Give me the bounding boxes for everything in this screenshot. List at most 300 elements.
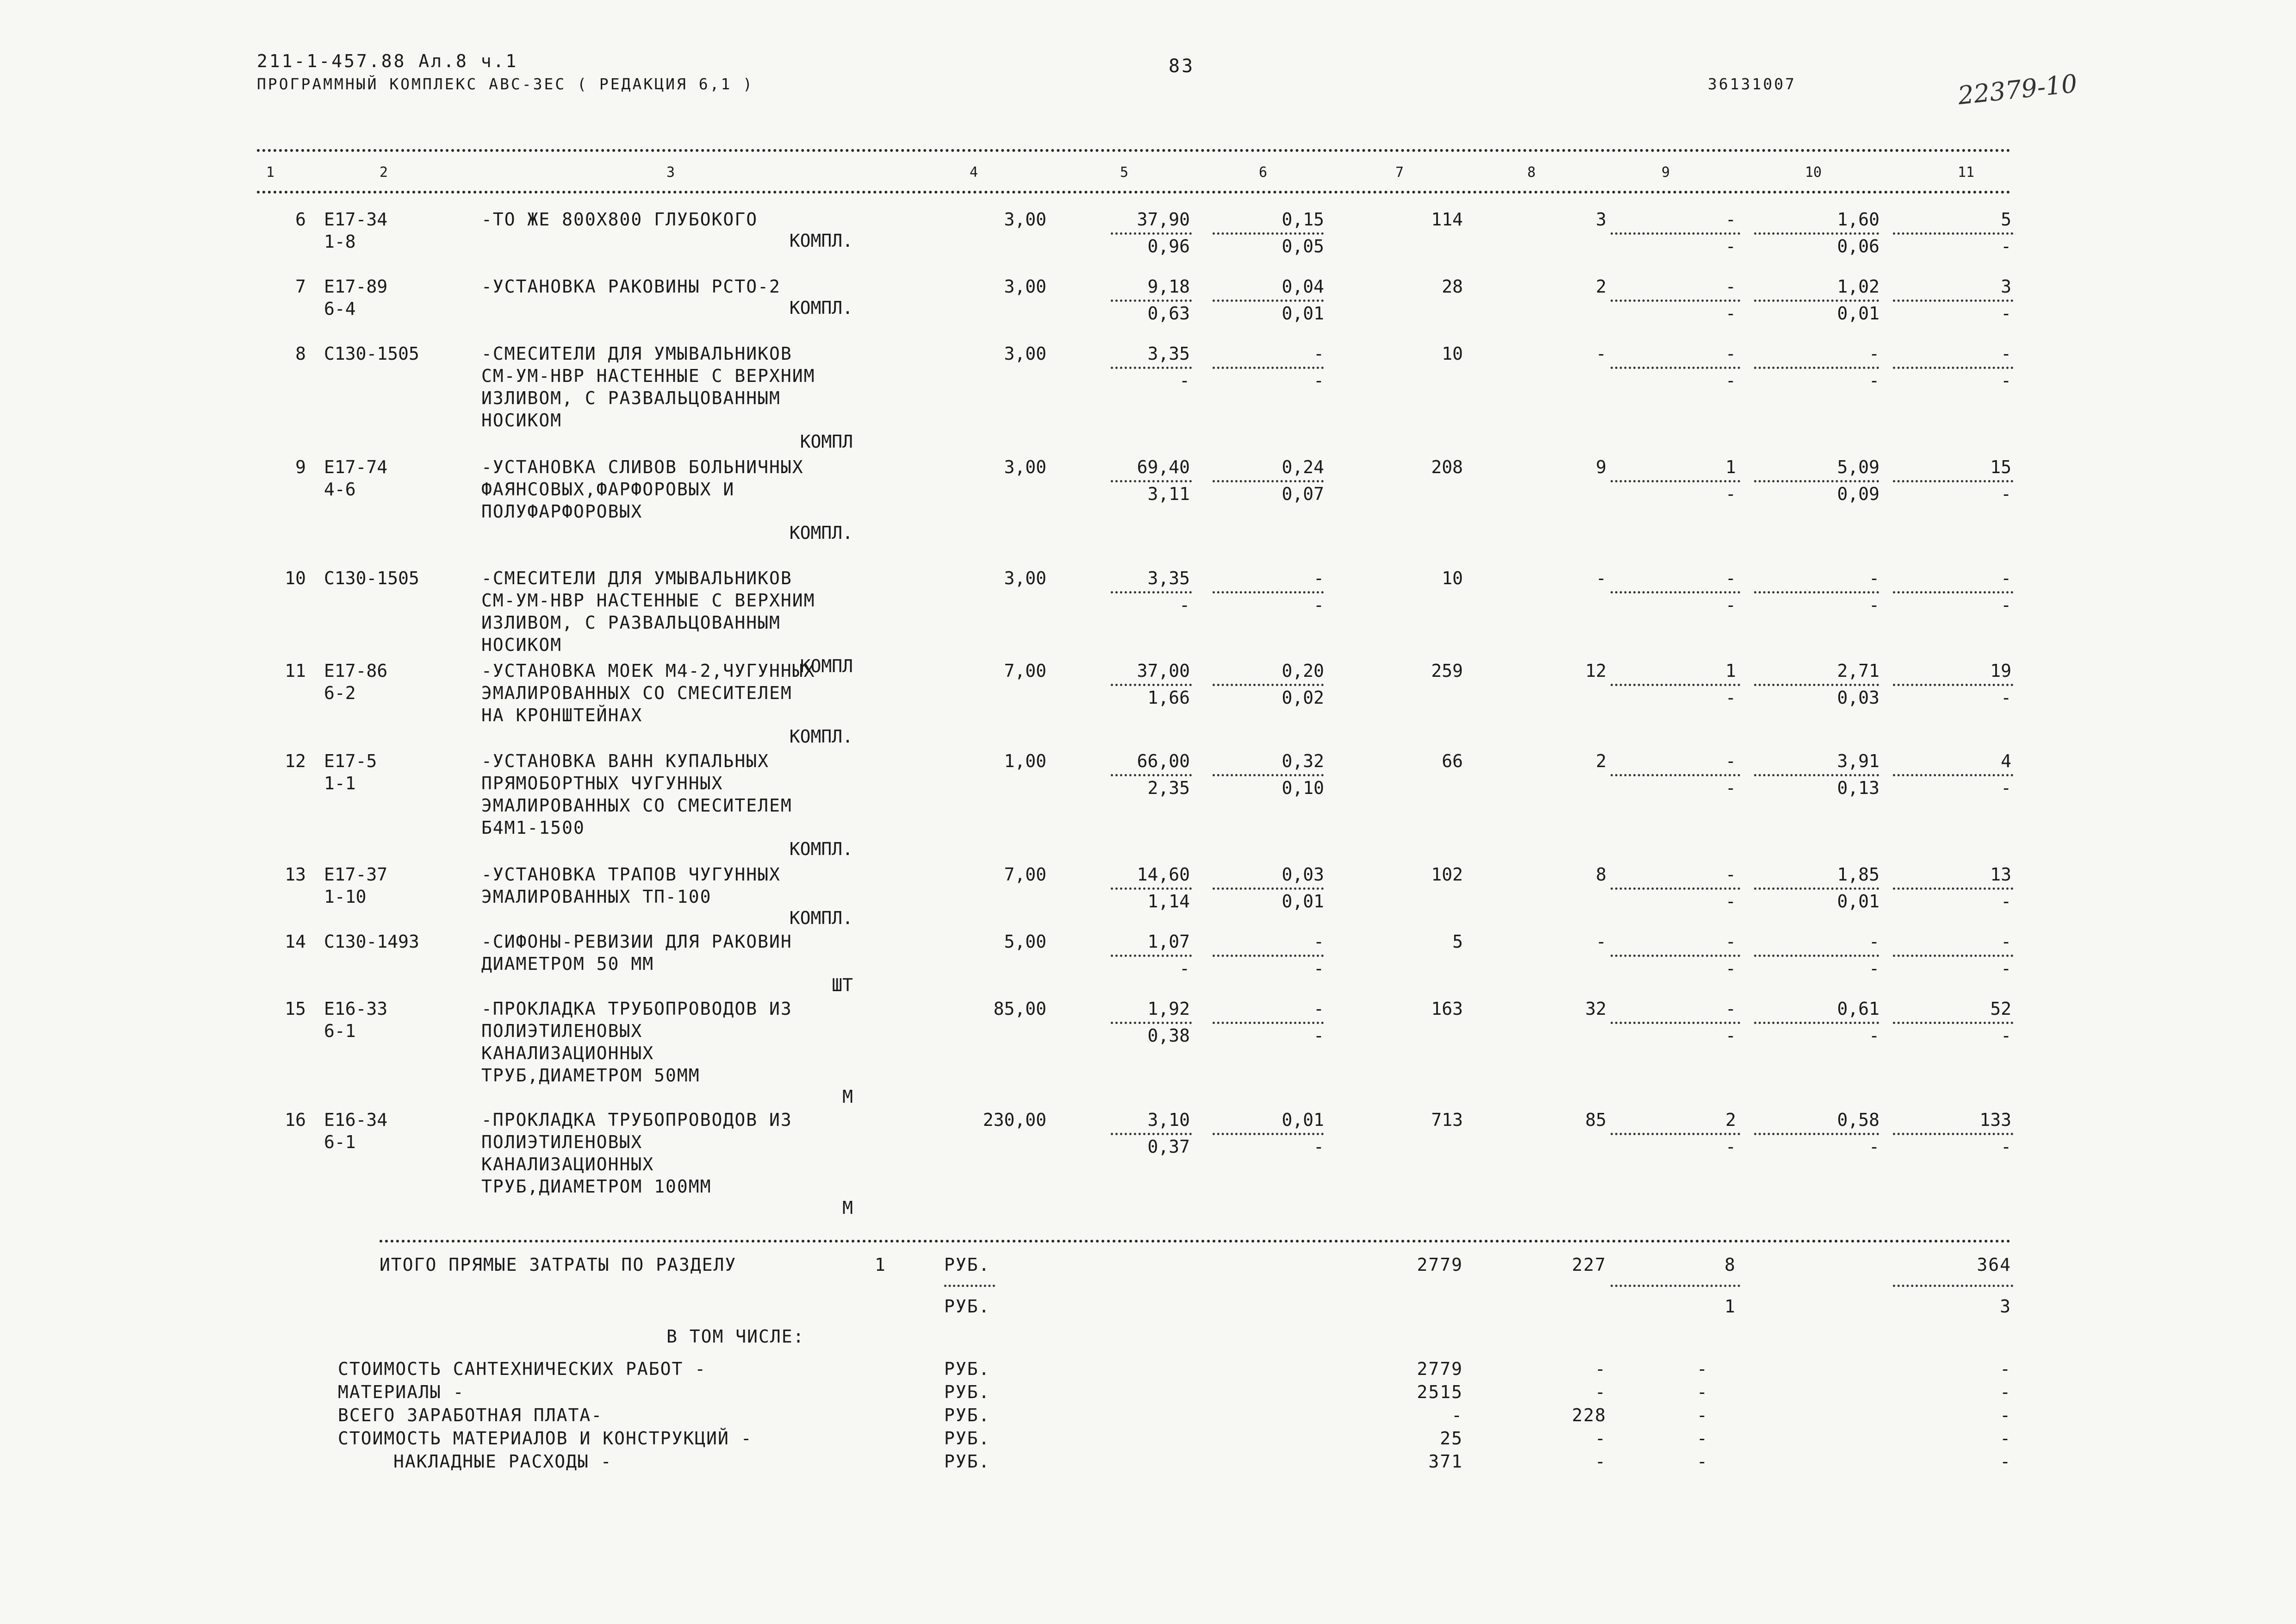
quantity: 5,00 xyxy=(1004,931,1046,952)
total-wage: - xyxy=(1596,931,1606,952)
col10-underline xyxy=(1754,300,1879,302)
labor-hours: 0,61 xyxy=(1837,999,1879,1019)
unit-of-measure: КОМПЛ. xyxy=(789,839,853,859)
col10-underline xyxy=(1754,955,1879,957)
col10-underline xyxy=(1754,591,1879,593)
work-name: -ПРОКЛАДКА ТРУБОПРОВОДОВ ИЗ ПОЛИЭТИЛЕНОВЫХ КАНАЛИЗАЦИОННЫХ ТРУБ,ДИАМЕТРОМ 100ММ xyxy=(481,1110,792,1197)
rate-code: Е17-37 1-10 xyxy=(324,864,388,907)
summary-col7: 2779 xyxy=(1417,1359,1463,1379)
unit-wage: 0,38 xyxy=(1147,1025,1190,1046)
total-labor: - xyxy=(2001,344,2011,364)
total-machine: - xyxy=(1725,276,1736,297)
rate-code: Е17-89 6-4 xyxy=(324,276,388,319)
summary-label: НАКЛАДНЫЕ РАСХОДЫ - xyxy=(393,1451,612,1472)
summary-label: СТОИМОСТЬ МАТЕРИАЛОВ И КОНСТРУКЦИЙ - xyxy=(338,1428,753,1449)
total-machinist: - xyxy=(2001,236,2011,256)
machine-cost: - xyxy=(1313,344,1324,364)
unit-of-measure: М xyxy=(842,1087,853,1107)
labor-hours: 0,58 xyxy=(1837,1110,1879,1130)
row-number: 13 xyxy=(285,864,306,885)
labor-hours: - xyxy=(1869,931,1879,952)
machinist-hours: 0,01 xyxy=(1837,303,1879,324)
unit-wage: 0,63 xyxy=(1147,303,1190,324)
rate-code: Е17-5 1-1 xyxy=(324,751,377,793)
col10-underline xyxy=(1754,1022,1879,1024)
quantity: 3,00 xyxy=(1004,568,1046,588)
quantity: 3,00 xyxy=(1004,457,1046,477)
unit-cost-underline xyxy=(1111,774,1192,776)
column-number-6: 6 xyxy=(1259,164,1268,181)
col11-underline xyxy=(1893,774,2013,776)
total-labor: - xyxy=(2001,568,2011,588)
summary-col8: - xyxy=(1595,1382,1606,1402)
unit-cost-underline xyxy=(1111,591,1192,593)
machine-wage: 0,07 xyxy=(1282,484,1324,504)
total-col8: 227 xyxy=(1572,1255,1606,1275)
total-cost: 163 xyxy=(1431,999,1463,1019)
total-machine-wage: - xyxy=(1725,484,1736,504)
unit-of-measure: КОМПЛ. xyxy=(789,908,853,928)
labor-hours: - xyxy=(1869,344,1879,364)
work-name: -ТО ЖЕ 800Х800 ГЛУБОКОГО xyxy=(481,209,758,230)
rate-code: Е16-34 6-1 xyxy=(324,1110,388,1152)
program-title: ПРОГРАММНЫЙ КОМПЛЕКС АВС-3ЕС ( РЕДАКЦИЯ 6,1 ) xyxy=(257,75,754,93)
machinist-hours: - xyxy=(1869,595,1879,615)
column-number-2: 2 xyxy=(380,164,388,181)
total-machine: - xyxy=(1725,999,1736,1019)
machine-cost: - xyxy=(1313,931,1324,952)
machine-cost: 0,32 xyxy=(1282,751,1324,771)
total-labor: 19 xyxy=(1990,661,2011,681)
labor-hours: 1,60 xyxy=(1837,209,1879,230)
rule-head xyxy=(257,191,2011,194)
unit-cost: 37,00 xyxy=(1137,661,1190,681)
total-col11-sub: 3 xyxy=(2000,1296,2011,1317)
quantity: 7,00 xyxy=(1004,864,1046,885)
total-currency-2: РУБ. xyxy=(944,1296,990,1317)
work-name: -УСТАНОВКА СЛИВОВ БОЛЬНИЧНЫХ ФАЯНСОВЫХ,ФАРФОРОВЫХ И ПОЛУФАРФОРОВЫХ xyxy=(481,457,804,522)
rate-code: Е17-74 4-6 xyxy=(324,457,388,500)
summary-col9: - xyxy=(1697,1428,1708,1449)
machine-cost: - xyxy=(1313,999,1324,1019)
total-machine: - xyxy=(1725,931,1736,952)
unit-of-measure: КОМПЛ xyxy=(800,431,853,452)
row-number: 14 xyxy=(285,931,306,952)
work-name: -УСТАНОВКА МОЕК М4-2,ЧУГУННЫХ ЭМАЛИРОВАННЫХ СО СМЕСИТЕЛЕМ НА КРОНШТЕЙНАХ xyxy=(481,661,815,725)
col11-underline xyxy=(1893,1133,2013,1135)
unit-of-measure: КОМПЛ. xyxy=(789,298,853,318)
machine-cost: - xyxy=(1313,568,1324,588)
machine-wage: 0,01 xyxy=(1282,303,1324,324)
summary-col11: - xyxy=(2000,1405,2011,1425)
total-col7: 2779 xyxy=(1417,1255,1463,1275)
labor-hours: 1,02 xyxy=(1837,276,1879,297)
column-number-3: 3 xyxy=(666,164,675,181)
total-machinist: - xyxy=(2001,1137,2011,1157)
col9-underline xyxy=(1611,1022,1740,1024)
table-row xyxy=(0,1109,2296,1218)
total-machine-wage: - xyxy=(1725,303,1736,324)
unit-of-measure: КОМПЛ. xyxy=(789,523,853,543)
work-name: -ПРОКЛАДКА ТРУБОПРОВОДОВ ИЗ ПОЛИЭТИЛЕНОВЫХ КАНАЛИЗАЦИОННЫХ ТРУБ,ДИАМЕТРОМ 50ММ xyxy=(481,999,792,1086)
summary-col9: - xyxy=(1697,1359,1708,1379)
col9-underline xyxy=(1611,480,1740,482)
total-wage: 32 xyxy=(1585,999,1606,1019)
summary-col8: - xyxy=(1595,1428,1606,1449)
column-number-1: 1 xyxy=(266,164,275,181)
machine-wage: 0,02 xyxy=(1282,687,1324,708)
machine-wage: - xyxy=(1313,1137,1324,1157)
total-currency-1: РУБ. xyxy=(944,1255,990,1275)
column-number-10: 10 xyxy=(1805,164,1822,181)
col9-underline xyxy=(1611,955,1740,957)
unit-cost: 3,10 xyxy=(1147,1110,1190,1130)
machine-cost-underline xyxy=(1213,591,1324,593)
col9-underline xyxy=(1611,367,1740,369)
summary-col7: 2515 xyxy=(1417,1382,1463,1402)
col9-underline xyxy=(1611,887,1740,890)
quantity: 3,00 xyxy=(1004,344,1046,364)
total-machinist: - xyxy=(2001,303,2011,324)
unit-cost-underline xyxy=(1111,1022,1192,1024)
total-currency-underline xyxy=(944,1285,995,1287)
machine-cost-underline xyxy=(1213,955,1324,957)
machine-wage: 0,01 xyxy=(1282,891,1324,912)
total-wage: - xyxy=(1596,344,1606,364)
labor-hours: 5,09 xyxy=(1837,457,1879,477)
machinist-hours: - xyxy=(1869,1025,1879,1046)
total-col9: 8 xyxy=(1724,1255,1736,1275)
machine-cost: 0,15 xyxy=(1282,209,1324,230)
work-name: -СИФОНЫ-РЕВИЗИИ ДЛЯ РАКОВИН ДИАМЕТРОМ 50 ММ xyxy=(481,931,792,974)
quantity: 1,00 xyxy=(1004,751,1046,771)
machinist-hours: - xyxy=(1869,1137,1879,1157)
unit-cost: 69,40 xyxy=(1137,457,1190,477)
quantity: 7,00 xyxy=(1004,661,1046,681)
total-machine-wage: - xyxy=(1725,958,1736,979)
column-number-11: 11 xyxy=(1958,164,1975,181)
row-number: 6 xyxy=(295,209,306,230)
quantity: 3,00 xyxy=(1004,209,1046,230)
col11-underline xyxy=(1893,300,2013,302)
unit-cost: 66,00 xyxy=(1137,751,1190,771)
unit-cost-underline xyxy=(1111,367,1192,369)
col11-underline xyxy=(1893,367,2013,369)
unit-of-measure: КОМПЛ xyxy=(800,656,853,676)
total-labor: 13 xyxy=(1990,864,2011,885)
machine-cost-underline xyxy=(1213,684,1324,686)
row-number: 16 xyxy=(285,1110,306,1130)
total-machine: - xyxy=(1725,344,1736,364)
total-cost: 66 xyxy=(1442,751,1463,771)
including-heading: В ТОМ ЧИСЛЕ: xyxy=(666,1326,805,1347)
summary-label: МАТЕРИАЛЫ - xyxy=(338,1382,465,1402)
total-wage: 2 xyxy=(1596,751,1606,771)
col11-underline xyxy=(1893,887,2013,890)
total-wage: 3 xyxy=(1596,209,1606,230)
row-number: 11 xyxy=(285,661,306,681)
table-row xyxy=(0,660,2296,752)
total-machine-wage: - xyxy=(1725,1137,1736,1157)
labor-hours: 1,85 xyxy=(1837,864,1879,885)
machine-cost: 0,24 xyxy=(1282,457,1324,477)
col9-underline xyxy=(1611,684,1740,686)
machinist-hours: - xyxy=(1869,958,1879,979)
total-cost: 259 xyxy=(1431,661,1463,681)
summary-label: ВСЕГО ЗАРАБОТНАЯ ПЛАТА- xyxy=(338,1405,603,1425)
unit-cost: 1,07 xyxy=(1147,931,1190,952)
machine-wage: - xyxy=(1313,595,1324,615)
summary-label: СТОИМОСТЬ САНТЕХНИЧЕСКИХ РАБОТ - xyxy=(338,1359,707,1379)
col9-underline xyxy=(1611,300,1740,302)
total-cost: 208 xyxy=(1431,457,1463,477)
total-machine: 1 xyxy=(1725,661,1736,681)
total-labor: 15 xyxy=(1990,457,2011,477)
rule-total xyxy=(380,1240,2011,1243)
total-machine-wage: - xyxy=(1725,891,1736,912)
col9-underline xyxy=(1611,774,1740,776)
unit-cost-underline xyxy=(1111,684,1192,686)
work-name: -СМЕСИТЕЛИ ДЛЯ УМЫВАЛЬНИКОВ СМ-УМ-НВР НАСТЕННЫЕ С ВЕРХНИМ ИЗЛИВОМ, С РАЗВАЛЬЦОВАННЫМ НОСИКОМ xyxy=(481,568,815,655)
col11-underline xyxy=(1893,684,2013,686)
total-cost: 713 xyxy=(1431,1110,1463,1130)
total-machine-wage: - xyxy=(1725,687,1736,708)
total-machine-wage: - xyxy=(1725,236,1736,256)
col10-underline xyxy=(1754,232,1879,235)
unit-cost-underline xyxy=(1111,232,1192,235)
work-name: -СМЕСИТЕЛИ ДЛЯ УМЫВАЛЬНИКОВ СМ-УМ-НВР НАСТЕННЫЕ С ВЕРХНИМ ИЗЛИВОМ, С РАЗВАЛЬЦОВАННЫМ НОСИКОМ xyxy=(481,344,815,431)
summary-col7: 25 xyxy=(1440,1428,1463,1449)
total-labor: 5 xyxy=(2001,209,2011,230)
total-labor: 3 xyxy=(2001,276,2011,297)
total-machine: - xyxy=(1725,209,1736,230)
unit-wage: 1,66 xyxy=(1147,687,1190,708)
unit-cost-underline xyxy=(1111,480,1192,482)
unit-wage: 0,96 xyxy=(1147,236,1190,256)
rate-code: С130-1493 xyxy=(324,931,419,952)
summary-col8: - xyxy=(1595,1359,1606,1379)
table-row xyxy=(0,456,2296,549)
column-number-4: 4 xyxy=(970,164,978,181)
unit-of-measure: КОМПЛ. xyxy=(789,726,853,747)
col10-underline xyxy=(1754,684,1879,686)
unit-cost-underline xyxy=(1111,300,1192,302)
total-machinist: - xyxy=(2001,370,2011,391)
column-number-9: 9 xyxy=(1661,164,1670,181)
machinist-hours: - xyxy=(1869,370,1879,391)
machine-cost-underline xyxy=(1213,480,1324,482)
table-row xyxy=(0,343,2296,452)
machine-wage: - xyxy=(1313,1025,1324,1046)
unit-wage: - xyxy=(1179,370,1190,391)
labor-hours: 3,91 xyxy=(1837,751,1879,771)
total-labor: 133 xyxy=(1979,1110,2011,1130)
total-machine: - xyxy=(1725,568,1736,588)
labor-hours: - xyxy=(1869,568,1879,588)
machine-wage: - xyxy=(1313,958,1324,979)
unit-of-measure: М xyxy=(842,1198,853,1218)
rate-code: С130-1505 xyxy=(324,344,419,364)
col10-underline xyxy=(1754,1133,1879,1135)
quantity: 3,00 xyxy=(1004,276,1046,297)
total-wage: 85 xyxy=(1585,1110,1606,1130)
unit-wage: 1,14 xyxy=(1147,891,1190,912)
total-machinist: - xyxy=(2001,958,2011,979)
total-machinist: - xyxy=(2001,484,2011,504)
summary-currency: РУБ. xyxy=(944,1405,990,1425)
summary-col11: - xyxy=(2000,1382,2011,1402)
row-number: 12 xyxy=(285,751,306,771)
col11-underline xyxy=(1893,955,2013,957)
summary-col7: 371 xyxy=(1428,1451,1463,1472)
summary-col7: - xyxy=(1451,1405,1463,1425)
machine-cost-underline xyxy=(1213,774,1324,776)
rate-code: Е17-86 6-2 xyxy=(324,661,388,703)
col10-underline xyxy=(1754,774,1879,776)
work-name: -УСТАНОВКА ТРАПОВ ЧУГУННЫХ ЭМАЛИРОВАННЫХ ТП-100 xyxy=(481,864,781,907)
quantity: 85,00 xyxy=(993,999,1046,1019)
total-machine: 2 xyxy=(1725,1110,1736,1130)
summary-col11: - xyxy=(2000,1428,2011,1449)
table-row xyxy=(0,998,2296,1107)
machine-cost: 0,04 xyxy=(1282,276,1324,297)
column-number-7: 7 xyxy=(1395,164,1404,181)
table-row xyxy=(0,750,2296,859)
total-machinist: - xyxy=(2001,778,2011,798)
total-machinist: - xyxy=(2001,687,2011,708)
total-machine-wage: - xyxy=(1725,370,1736,391)
total-col11: 364 xyxy=(1977,1255,2011,1275)
doc-code: 211-1-457.88 Ал.8 ч.1 xyxy=(257,51,518,71)
unit-cost-underline xyxy=(1111,1133,1192,1135)
document-code: 36131007 xyxy=(1708,75,1796,93)
machine-cost-underline xyxy=(1213,232,1324,235)
page-number: 83 xyxy=(1169,56,1195,77)
total-machine: 1 xyxy=(1725,457,1736,477)
total-cost: 10 xyxy=(1442,568,1463,588)
unit-cost: 14,60 xyxy=(1137,864,1190,885)
rate-code: Е17-34 1-8 xyxy=(324,209,388,252)
summary-col11: - xyxy=(2000,1451,2011,1472)
total-cost: 28 xyxy=(1442,276,1463,297)
summary-currency: РУБ. xyxy=(944,1428,990,1449)
col10-underline xyxy=(1754,480,1879,482)
total-cost: 10 xyxy=(1442,344,1463,364)
total-col11-underline xyxy=(1893,1285,2013,1287)
rate-code: С130-1505 xyxy=(324,568,419,588)
machine-cost-underline xyxy=(1213,887,1324,890)
total-machine-wage: - xyxy=(1725,778,1736,798)
machine-cost: 0,01 xyxy=(1282,1110,1324,1130)
unit-cost-underline xyxy=(1111,887,1192,890)
row-number: 15 xyxy=(285,999,306,1019)
unit-wage: - xyxy=(1179,958,1190,979)
column-number-8: 8 xyxy=(1527,164,1536,181)
col9-underline xyxy=(1611,232,1740,235)
total-wage: - xyxy=(1596,568,1606,588)
machinist-hours: 0,09 xyxy=(1837,484,1879,504)
summary-currency: РУБ. xyxy=(944,1382,990,1402)
summary-col8: - xyxy=(1595,1451,1606,1472)
total-section: 1 xyxy=(875,1255,886,1275)
row-number: 7 xyxy=(295,276,306,297)
col11-underline xyxy=(1893,480,2013,482)
row-number: 8 xyxy=(295,344,306,364)
unit-cost: 9,18 xyxy=(1147,276,1190,297)
rate-code: Е16-33 6-1 xyxy=(324,999,388,1041)
col10-underline xyxy=(1754,367,1879,369)
machinist-hours: 0,03 xyxy=(1837,687,1879,708)
summary-currency: РУБ. xyxy=(944,1451,990,1472)
total-machine-wage: - xyxy=(1725,595,1736,615)
machine-cost-underline xyxy=(1213,1133,1324,1135)
total-labor: 52 xyxy=(1990,999,2011,1019)
handwritten-number: 22379-10 xyxy=(1956,69,2079,111)
unit-cost-underline xyxy=(1111,955,1192,957)
col11-underline xyxy=(1893,591,2013,593)
total-cost: 5 xyxy=(1452,931,1463,952)
row-number: 10 xyxy=(285,568,306,588)
total-col9-underline xyxy=(1611,1285,1740,1287)
total-machine: - xyxy=(1725,864,1736,885)
total-labor: 4 xyxy=(2001,751,2011,771)
machine-wage: 0,10 xyxy=(1282,778,1324,798)
total-wage: 12 xyxy=(1585,661,1606,681)
column-number-5: 5 xyxy=(1120,164,1129,181)
total-machinist: - xyxy=(2001,595,2011,615)
unit-cost: 3,35 xyxy=(1147,344,1190,364)
total-labor: - xyxy=(2001,931,2011,952)
unit-of-measure: ШТ xyxy=(832,975,853,995)
total-machine: - xyxy=(1725,751,1736,771)
unit-cost: 3,35 xyxy=(1147,568,1190,588)
total-wage: 2 xyxy=(1596,276,1606,297)
machinist-hours: 0,06 xyxy=(1837,236,1879,256)
unit-wage: 2,35 xyxy=(1147,778,1190,798)
total-machinist: - xyxy=(2001,1025,2011,1046)
unit-wage: 0,37 xyxy=(1147,1137,1190,1157)
summary-col9: - xyxy=(1697,1405,1708,1425)
total-cost: 102 xyxy=(1431,864,1463,885)
machine-cost-underline xyxy=(1213,300,1324,302)
quantity: 230,00 xyxy=(983,1110,1046,1130)
machine-cost-underline xyxy=(1213,367,1324,369)
labor-hours: 2,71 xyxy=(1837,661,1879,681)
summary-currency: РУБ. xyxy=(944,1359,990,1379)
machine-wage: - xyxy=(1313,370,1324,391)
col11-underline xyxy=(1893,232,2013,235)
machine-cost-underline xyxy=(1213,1022,1324,1024)
total-label: ИТОГО ПРЯМЫЕ ЗАТРАТЫ ПО РАЗДЕЛУ xyxy=(380,1255,737,1275)
unit-of-measure: КОМПЛ. xyxy=(789,231,853,251)
unit-cost: 37,90 xyxy=(1137,209,1190,230)
work-name: -УСТАНОВКА ВАНН КУПАЛЬНЫХ ПРЯМОБОРТНЫХ ЧУГУННЫХ ЭМАЛИРОВАННЫХ СО СМЕСИТЕЛЕМ Б4М1-1500 xyxy=(481,751,792,838)
machine-cost: 0,20 xyxy=(1282,661,1324,681)
machinist-hours: 0,13 xyxy=(1837,778,1879,798)
total-col9-sub: 1 xyxy=(1724,1296,1736,1317)
machinist-hours: 0,01 xyxy=(1837,891,1879,912)
summary-col9: - xyxy=(1697,1382,1708,1402)
unit-wage: - xyxy=(1179,595,1190,615)
row-number: 9 xyxy=(295,457,306,477)
col9-underline xyxy=(1611,1133,1740,1135)
summary-col9: - xyxy=(1697,1451,1708,1472)
total-machinist: - xyxy=(2001,891,2011,912)
col11-underline xyxy=(1893,1022,2013,1024)
unit-cost: 1,92 xyxy=(1147,999,1190,1019)
summary-col11: - xyxy=(2000,1359,2011,1379)
unit-wage: 3,11 xyxy=(1147,484,1190,504)
